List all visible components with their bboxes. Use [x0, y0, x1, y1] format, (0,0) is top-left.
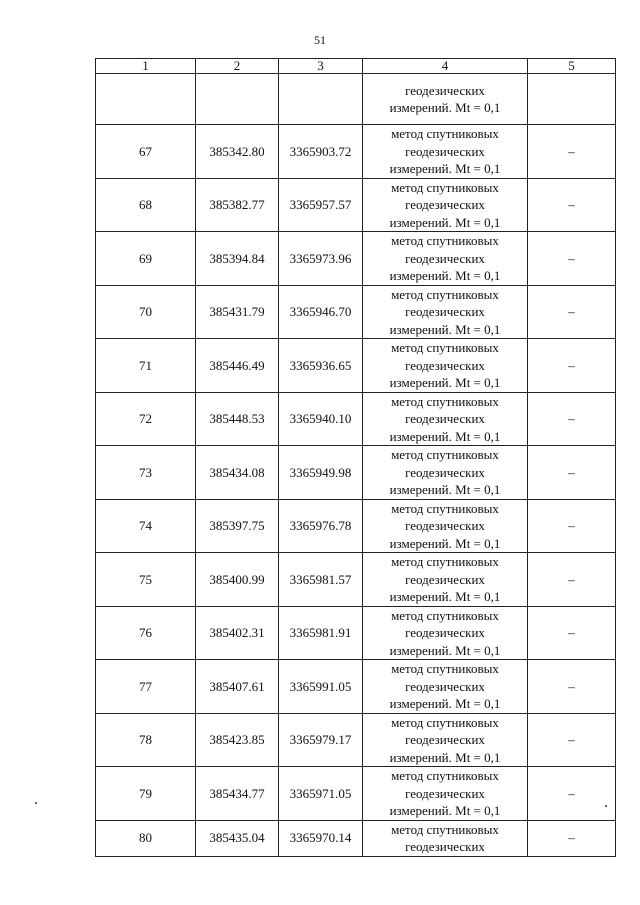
cell-y-coordinate: 3365971.05 — [279, 767, 363, 821]
cell-method — [363, 499, 528, 553]
cell-point-number: 78 — [96, 713, 196, 767]
table-row — [96, 553, 616, 607]
cell-point-number: 70 — [96, 285, 196, 339]
method-line: геодезических — [405, 839, 485, 854]
method-line: измерений. Mt = 0,1 — [389, 749, 501, 765]
cell-method — [363, 178, 528, 232]
cell-point-number: 73 — [96, 446, 196, 500]
page-number: 51 — [314, 33, 326, 47]
method-line: геодезических — [405, 785, 485, 801]
method-line: измерений. Mt = 0,1 — [389, 589, 501, 604]
method-line: измерений. Mt = 0,1 — [389, 161, 501, 176]
cell-empty — [196, 74, 279, 125]
method-line: метод спутниковых — [391, 126, 499, 141]
cell-method — [363, 820, 528, 856]
cell-note: – — [528, 713, 616, 767]
method-line: геодезических — [405, 304, 485, 319]
cell-note: – — [528, 392, 616, 446]
cell-method — [363, 392, 528, 446]
column-header: 3 — [279, 59, 363, 74]
column-header: 5 — [528, 59, 616, 74]
table-row — [96, 285, 616, 339]
method-line: геодезических — [405, 732, 485, 747]
method-line: метод спутниковых — [391, 447, 499, 462]
cell-y-coordinate: 3365973.96 — [279, 232, 363, 286]
cell-x-coordinate: 385400.99 — [196, 553, 279, 607]
cell-y-coordinate: 3365949.98 — [279, 446, 363, 500]
method-line: измерений. Mt = 0,1 — [389, 375, 501, 390]
cell-point-number: 74 — [96, 499, 196, 553]
cell-method — [363, 606, 528, 660]
cell-y-coordinate: 3365991.05 — [279, 660, 363, 714]
cell-note: – — [528, 820, 616, 856]
cell-method — [363, 446, 528, 500]
method-line: метод спутниковых — [391, 607, 499, 623]
cell-empty — [96, 74, 196, 125]
table-row — [96, 232, 616, 286]
table-row — [96, 339, 616, 393]
cell-note: – — [528, 339, 616, 393]
cell-x-coordinate: 385434.77 — [196, 767, 279, 821]
cell-x-coordinate: 385397.75 — [196, 499, 279, 553]
table-row — [96, 767, 616, 821]
method-line: геодезических — [405, 197, 485, 212]
cell-x-coordinate: 385402.31 — [196, 606, 279, 660]
cell-note: – — [528, 767, 616, 821]
cell-y-coordinate: 3365981.57 — [279, 553, 363, 607]
coordinates-table — [95, 58, 616, 857]
cell-y-coordinate: 3365970.14 — [279, 820, 363, 856]
cell-y-coordinate: 3365936.65 — [279, 339, 363, 393]
method-line: метод спутниковых — [391, 393, 499, 409]
cell-x-coordinate: 385448.53 — [196, 392, 279, 446]
cell-y-coordinate: 3365976.78 — [279, 499, 363, 553]
cell-y-coordinate: 3365903.72 — [279, 125, 363, 179]
method-line: метод спутниковых — [391, 340, 499, 355]
cell-y-coordinate: 3365979.17 — [279, 713, 363, 767]
table-row — [96, 820, 616, 856]
cell-point-number: 79 — [96, 767, 196, 821]
cell-x-coordinate: 385342.80 — [196, 125, 279, 179]
cell-point-number: 67 — [96, 125, 196, 179]
cell-note: – — [528, 499, 616, 553]
cell-point-number: 77 — [96, 660, 196, 714]
cell-method — [363, 285, 528, 339]
method-line: геодезических — [405, 250, 485, 266]
cell-x-coordinate: 385435.04 — [196, 820, 279, 856]
method-line: измерений. Mt = 0,1 — [389, 268, 501, 283]
method-line: геодезических — [405, 625, 485, 640]
column-header: 2 — [196, 59, 279, 74]
method-line: измерений. Mt = 0,1 — [389, 642, 501, 658]
method-line: метод спутниковых — [391, 500, 499, 516]
method-line: геодезических — [405, 411, 485, 426]
method-line: геодезических — [405, 464, 485, 480]
cell-x-coordinate: 385434.08 — [196, 446, 279, 500]
cell-empty — [279, 74, 363, 125]
cell-y-coordinate: 3365957.57 — [279, 178, 363, 232]
method-line: геодезических — [405, 678, 485, 694]
cell-x-coordinate: 385423.85 — [196, 713, 279, 767]
method-line: геодезических — [405, 571, 485, 587]
cell-method — [363, 232, 528, 286]
table-row — [96, 606, 616, 660]
table-row — [96, 713, 616, 767]
cell-y-coordinate: 3365946.70 — [279, 285, 363, 339]
cell-empty — [528, 74, 616, 125]
method-line: измерений. Mt = 0,1 — [389, 803, 501, 818]
method-line: измерений. Mt = 0,1 — [389, 696, 501, 711]
method-line: измерений. Mt = 0,1 — [389, 100, 501, 115]
cell-method — [363, 767, 528, 821]
table-row — [96, 660, 616, 714]
table-row — [96, 125, 616, 179]
table-row — [96, 499, 616, 553]
method-line: метод спутниковых — [391, 554, 499, 569]
cell-method — [363, 713, 528, 767]
cell-note: – — [528, 446, 616, 500]
method-line: метод спутниковых — [391, 768, 499, 783]
method-line: метод спутниковых — [391, 821, 499, 837]
method-line: измерений. Mt = 0,1 — [389, 214, 501, 230]
cell-x-coordinate: 385382.77 — [196, 178, 279, 232]
method-line: метод спутниковых — [391, 233, 499, 248]
column-header: 4 — [363, 59, 528, 74]
cell-y-coordinate: 3365940.10 — [279, 392, 363, 446]
method-line: метод спутниковых — [391, 661, 499, 676]
cell-point-number: 68 — [96, 178, 196, 232]
cell-note: – — [528, 125, 616, 179]
method-line: измерений. Mt = 0,1 — [389, 428, 501, 444]
method-line: геодезических — [405, 143, 485, 159]
table-row — [96, 446, 616, 500]
method-line: измерений. Mt = 0,1 — [389, 321, 501, 337]
cell-y-coordinate: 3365981.91 — [279, 606, 363, 660]
table-header-row — [96, 59, 616, 74]
cell-point-number: 71 — [96, 339, 196, 393]
cell-method — [363, 553, 528, 607]
scan-speck — [605, 805, 607, 807]
column-header: 1 — [96, 59, 196, 74]
cell-note: – — [528, 178, 616, 232]
cell-point-number: 69 — [96, 232, 196, 286]
scan-speck — [35, 802, 37, 804]
cell-point-number: 72 — [96, 392, 196, 446]
cell-x-coordinate: 385407.61 — [196, 660, 279, 714]
cell-point-number: 76 — [96, 606, 196, 660]
method-line: геодезических — [405, 82, 485, 98]
table-row-continuation — [96, 74, 616, 125]
cell-note: – — [528, 285, 616, 339]
table-row — [96, 178, 616, 232]
cell-note: – — [528, 660, 616, 714]
method-line: метод спутниковых — [391, 714, 499, 730]
method-line: метод спутниковых — [391, 179, 499, 195]
method-line: геодезических — [405, 357, 485, 373]
cell-method — [363, 660, 528, 714]
cell-note: – — [528, 553, 616, 607]
method-line: метод спутниковых — [391, 286, 499, 302]
cell-note: – — [528, 232, 616, 286]
method-line: геодезических — [405, 518, 485, 533]
method-line: измерений. Mt = 0,1 — [389, 535, 501, 551]
method-line: измерений. Mt = 0,1 — [389, 482, 501, 497]
cell-point-number: 75 — [96, 553, 196, 607]
cell-method — [363, 125, 528, 179]
cell-x-coordinate: 385394.84 — [196, 232, 279, 286]
cell-method — [363, 339, 528, 393]
cell-x-coordinate: 385431.79 — [196, 285, 279, 339]
cell-method — [363, 74, 528, 125]
cell-note: – — [528, 606, 616, 660]
cell-x-coordinate: 385446.49 — [196, 339, 279, 393]
table-row — [96, 392, 616, 446]
cell-point-number: 80 — [96, 820, 196, 856]
